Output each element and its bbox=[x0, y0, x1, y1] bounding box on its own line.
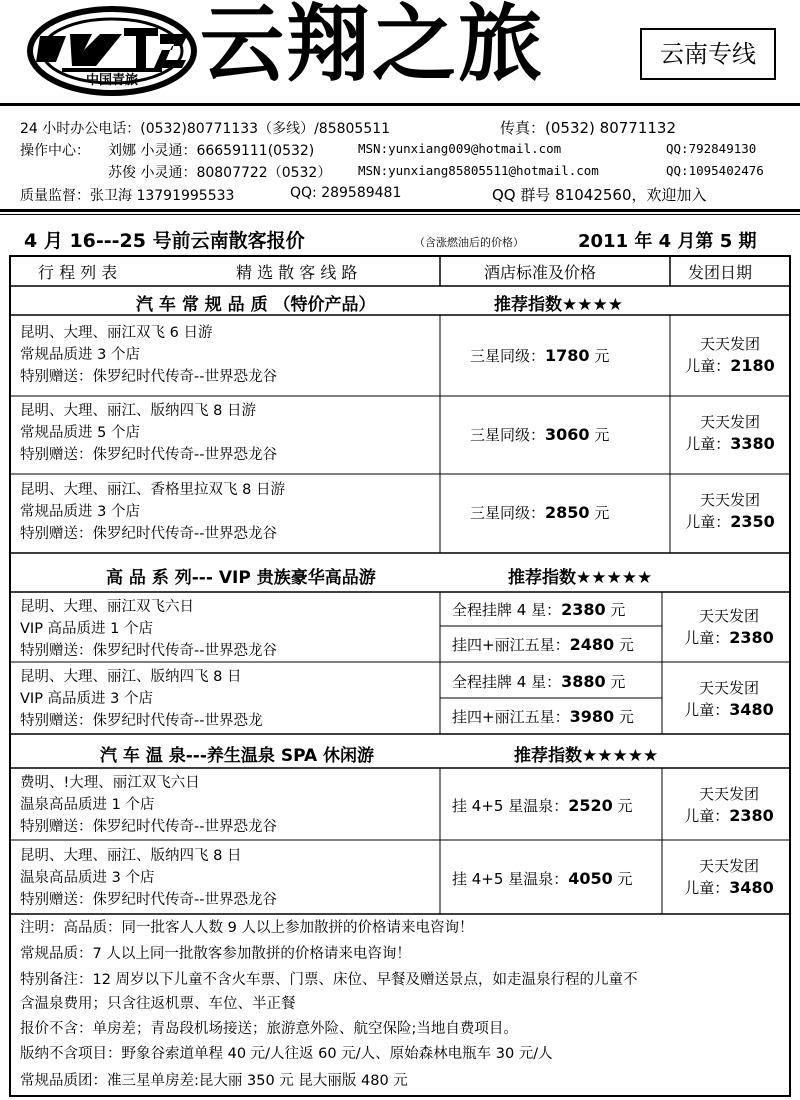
route-tag: 云南专线 bbox=[640, 28, 776, 80]
quality-supervisor: 质量监督：张卫海 13791995533 bbox=[20, 188, 235, 204]
route-gift: 特别赠送：侏罗纪时代传奇--世界恐龙谷 bbox=[20, 526, 277, 542]
ops1-msn: MSN:yunxiang009@hotmail.com bbox=[358, 141, 562, 156]
route-name: 昆明、大理、丽江双飞 6 日游 bbox=[20, 325, 213, 341]
route-name: 昆明、大理、丽江双飞六日 bbox=[20, 599, 194, 615]
issue-title: 4 月 16---25 号前云南散客报价 bbox=[24, 230, 305, 252]
note-line: 常规品质：7 人以上同一批散客参加散拼的价格请来电咨询！ bbox=[20, 946, 411, 962]
route-name: 费明、!大理、丽江双飞六日 bbox=[20, 775, 200, 791]
route-gift: 特别赠送：侏罗纪时代传奇--世界恐龙谷 bbox=[20, 369, 277, 385]
qq-group: QQ 群号 81042560，欢迎加入 bbox=[492, 186, 707, 204]
ops-label: 操作中心： bbox=[20, 143, 90, 159]
svg-text:中国青旅: 中国青旅 bbox=[85, 73, 139, 88]
section-rating: 推荐指数★★★★★ bbox=[508, 568, 653, 588]
price: 三星同级：2850 元 bbox=[470, 503, 610, 522]
note-line: 报价不含：单房差；青岛段机场接送；旅游意外险、航空保险;当地自费项目。 bbox=[20, 1021, 518, 1037]
fax: 传真：(0532) 80771132 bbox=[500, 119, 676, 137]
price: 挂四+丽江五星：2480 元 bbox=[452, 635, 634, 654]
departure: 天天发团 儿童：3480 bbox=[684, 679, 774, 719]
route-name: 昆明、大理、丽江、香格里拉双飞 8 日游 bbox=[20, 482, 285, 498]
section-title: 汽 车 常 规 品 质 （特价产品） bbox=[136, 295, 376, 315]
price: 挂 4+5 星温泉：4050 元 bbox=[452, 869, 633, 888]
note-line: 含温泉费用；只含往返机票、车位、半正餐 bbox=[20, 996, 296, 1012]
section-title: 高 品 系 列--- VIP 贵族豪华高品游 bbox=[106, 568, 376, 588]
route-shopping: VIP 高品质进 3 个店 bbox=[20, 691, 153, 707]
section-rating: 推荐指数★★★★ bbox=[494, 295, 623, 315]
route-shopping: 温泉高品质进 1 个店 bbox=[20, 797, 155, 813]
brand-title: 云翔之旅 bbox=[200, 0, 545, 93]
issue-date: 2011 年 4 月第 5 期 bbox=[578, 231, 757, 252]
route-shopping: VIP 高品质进 1 个店 bbox=[20, 621, 153, 637]
route-name: 昆明、大理、丽江、版纳四飞 8 日 bbox=[20, 669, 242, 685]
price: 挂四+丽江五星：3980 元 bbox=[452, 707, 634, 726]
price: 全程挂牌 4 星：3880 元 bbox=[452, 672, 626, 691]
route-shopping: 常规品质进 5 个店 bbox=[20, 425, 140, 441]
departure: 天天发团 儿童：2380 bbox=[684, 785, 774, 825]
issue-note: （含涨燃油后的价格） bbox=[414, 236, 524, 249]
col-routes: 精 选 散 客 线 路 bbox=[236, 263, 358, 282]
contact-divider-thin bbox=[0, 214, 800, 215]
cyts-logo bbox=[26, 4, 198, 98]
col-itinerary: 行 程 列 表 bbox=[38, 263, 118, 282]
qa-qq: QQ: 289589481 bbox=[290, 185, 402, 201]
departure: 天天发团 儿童：3380 bbox=[685, 413, 775, 453]
price: 全程挂牌 4 星：2380 元 bbox=[452, 600, 626, 619]
departure: 天天发团 儿童：2180 bbox=[685, 335, 775, 375]
route-shopping: 常规品质进 3 个店 bbox=[20, 504, 140, 520]
price: 三星同级：1780 元 bbox=[470, 346, 610, 365]
ops2-msn: MSN:yunxiang85805511@hotmail.com bbox=[358, 163, 599, 178]
departure: 天天发团 儿童：2350 bbox=[685, 491, 775, 531]
route-name: 昆明、大理、丽江、版纳四飞 8 日 bbox=[20, 848, 242, 864]
section-rating: 推荐指数★★★★★ bbox=[514, 746, 659, 766]
note-line: 常规品质团：准三星单房差:昆大丽 350 元 昆大丽版 480 元 bbox=[20, 1073, 408, 1089]
price: 三星同级：3060 元 bbox=[470, 425, 610, 444]
page-header bbox=[0, 0, 800, 102]
price: 挂 4+5 星温泉：2520 元 bbox=[452, 796, 633, 815]
note-line: 注明：高品质：同一批客人人数 9 人以上参加散拼的价格请来电咨询！ bbox=[20, 920, 474, 936]
route-shopping: 常规品质进 3 个店 bbox=[20, 347, 140, 363]
section-title: 汽 车 温 泉---养生温泉 SPA 休闲游 bbox=[100, 746, 375, 766]
route-gift: 特别赠送：侏罗纪时代传奇--世界恐龙谷 bbox=[20, 447, 277, 463]
route-gift: 特别赠送：侏罗纪时代传奇--世界恐龙谷 bbox=[20, 643, 277, 659]
ops2-name: 苏俊 小灵通：80807722（0532） bbox=[108, 165, 332, 181]
ops1-qq: QQ:792849130 bbox=[666, 141, 757, 156]
departure: 天天发团 儿童：2380 bbox=[684, 607, 774, 647]
route-gift: 特别赠送：侏罗纪时代传奇--世界恐龙谷 bbox=[20, 819, 277, 835]
route-shopping: 温泉高品质进 3 个店 bbox=[20, 870, 155, 886]
office-phone: 24 小时办公电话：(0532)80771133（多线）/85805511 bbox=[20, 121, 391, 137]
ops2-qq: QQ:1095402476 bbox=[666, 163, 764, 178]
route-gift: 特别赠送：侏罗纪时代传奇--世界恐龙谷 bbox=[20, 892, 277, 908]
col-departure: 发团日期 bbox=[688, 263, 753, 282]
route-gift: 特别赠送：侏罗纪时代传奇--世界恐龙 bbox=[20, 713, 263, 729]
header-divider bbox=[0, 103, 800, 106]
departure: 天天发团 儿童：3480 bbox=[684, 857, 774, 897]
issue-banner bbox=[0, 222, 800, 256]
ops1-name: 刘娜 小灵通：66659111(0532) bbox=[108, 143, 315, 159]
contact-divider bbox=[0, 209, 800, 212]
note-line: 版纳不含项目：野象谷索道单程 40 元/人往返 60 元/人、原始森林电瓶车 30 元/人 bbox=[20, 1046, 553, 1062]
col-hotel-price: 酒店标准及价格 bbox=[484, 263, 597, 282]
route-name: 昆明、大理、丽江、版纳四飞 8 日游 bbox=[20, 403, 256, 419]
note-line: 特别备注：12 周岁以下儿童不含火车票、门票、床位、早餐及赠送景点，如走温泉行程的儿童不 bbox=[20, 972, 638, 988]
